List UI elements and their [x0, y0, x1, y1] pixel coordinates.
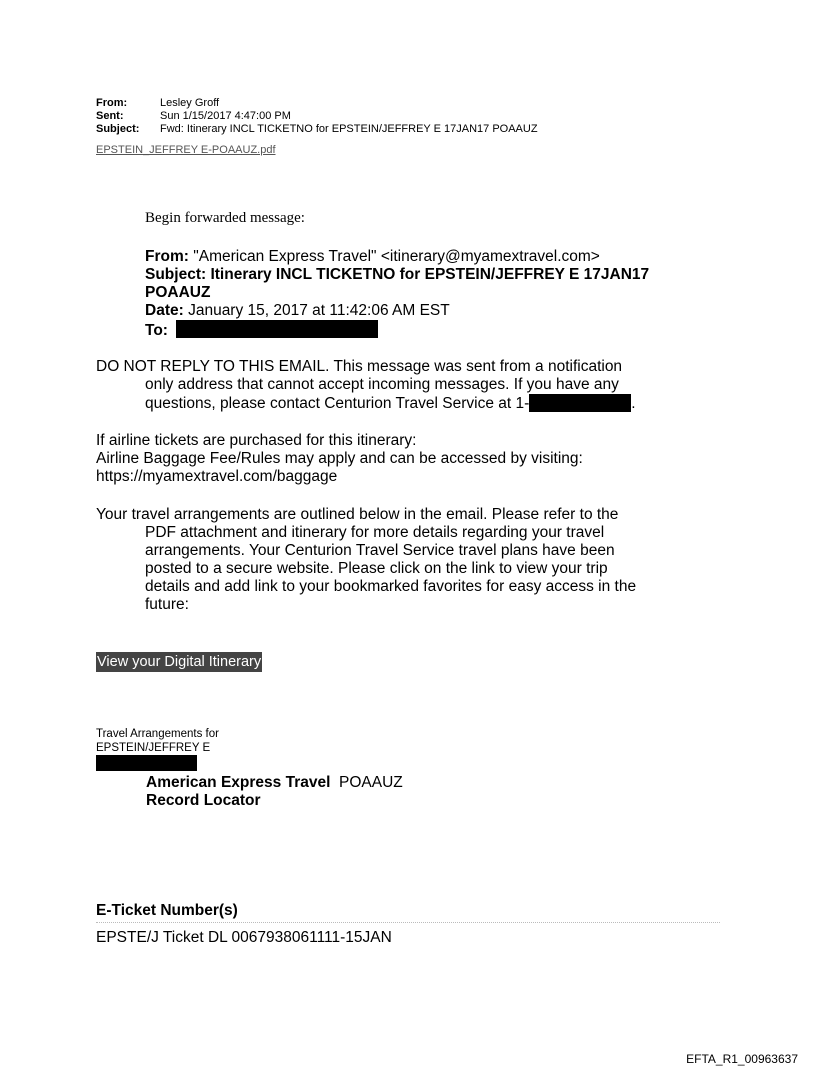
arrangements-line: future: [145, 596, 189, 613]
sent-value: Sun 1/15/2017 4:47:00 PM [160, 110, 291, 122]
sent-label: Sent: [96, 110, 124, 122]
record-locator-label: Record Locator [146, 792, 261, 809]
redaction-bar [529, 394, 631, 412]
notice-paragraph [96, 358, 636, 413]
subject-label: Subject: [96, 123, 140, 135]
fwd-date-value: January 15, 2017 at 11:42:06 AM EST [188, 302, 450, 319]
attachment-link[interactable]: EPSTEIN_JEFFREY E-POAAUZ.pdf [96, 144, 276, 156]
fwd-from-label: From: [145, 248, 189, 265]
from-value: Lesley Groff [160, 97, 220, 109]
digital-itinerary-link[interactable]: View your Digital Itinerary [97, 654, 262, 670]
fwd-from-value: "American Express Travel" <itinerary@myamextravel.com> [193, 248, 600, 265]
agency-label: American Express Travel [146, 774, 331, 791]
arrangements-line: arrangements. Your Centurion Travel Service travel plans have been [145, 542, 615, 559]
fwd-date-row [145, 302, 450, 320]
redaction-bar [176, 320, 378, 338]
header-sent-row [96, 110, 291, 123]
header-from-row [96, 97, 219, 110]
baggage-paragraph [96, 432, 583, 486]
from-label: From: [96, 97, 128, 109]
notice-line: only address that cannot accept incoming messages. If you have any [145, 376, 619, 393]
fwd-from-row [145, 248, 600, 266]
document-id: EFTA_R1_00963637 [686, 1052, 798, 1066]
arrangements-line: posted to a secure website. Please click on the link to view your trip [145, 560, 608, 577]
agency-row [146, 774, 403, 792]
arrangements-line: details and add link to your bookmarked favorites for easy access in the [145, 578, 637, 595]
fwd-subject-line1: Subject: Itinerary INCL TICKETNO for EPSTEIN/JEFFREY E 17JAN17 [145, 266, 650, 283]
baggage-url: https://myamextravel.com/baggage [96, 468, 338, 485]
eticket-line: EPSTE/J Ticket DL 0067938061111-15JAN [96, 929, 392, 946]
notice-line-phone [96, 394, 636, 413]
notice-line: DO NOT REPLY TO THIS EMAIL. This message was sent from a notification [96, 358, 623, 375]
fwd-date-label: Date: [145, 302, 184, 319]
forward-intro: Begin forwarded message: [145, 210, 305, 226]
record-locator-value: POAAUZ [339, 774, 403, 791]
travel-arrangements-for: Travel Arrangements for [96, 728, 219, 740]
traveler-name: EPSTEIN/JEFFREY E [96, 742, 211, 754]
arrangements-line: PDF attachment and itinerary for more details regarding your travel [145, 524, 605, 541]
eticket-heading: E-Ticket Number(s) [96, 902, 720, 923]
notice-line-period: . [631, 395, 636, 412]
arrangements-line: Your travel arrangements are outlined below in the email. Please refer to the [96, 506, 619, 523]
fwd-subject-line2: POAAUZ [145, 284, 211, 301]
subject-value: Fwd: Itinerary INCL TICKETNO for EPSTEIN/JEFFREY E 17JAN17 POAAUZ [160, 123, 538, 135]
baggage-line: Airline Baggage Fee/Rules may apply and can be accessed by visiting: [96, 450, 583, 467]
notice-line-text: questions, please contact Centurion Travel Service at 1- [145, 395, 530, 412]
redaction-bar [96, 755, 197, 771]
fwd-to-row [145, 320, 378, 340]
fwd-to-label: To: [145, 322, 168, 339]
baggage-line: If airline tickets are purchased for this itinerary: [96, 432, 417, 449]
arrangements-paragraph [96, 506, 636, 614]
header-subject-row [96, 123, 538, 136]
